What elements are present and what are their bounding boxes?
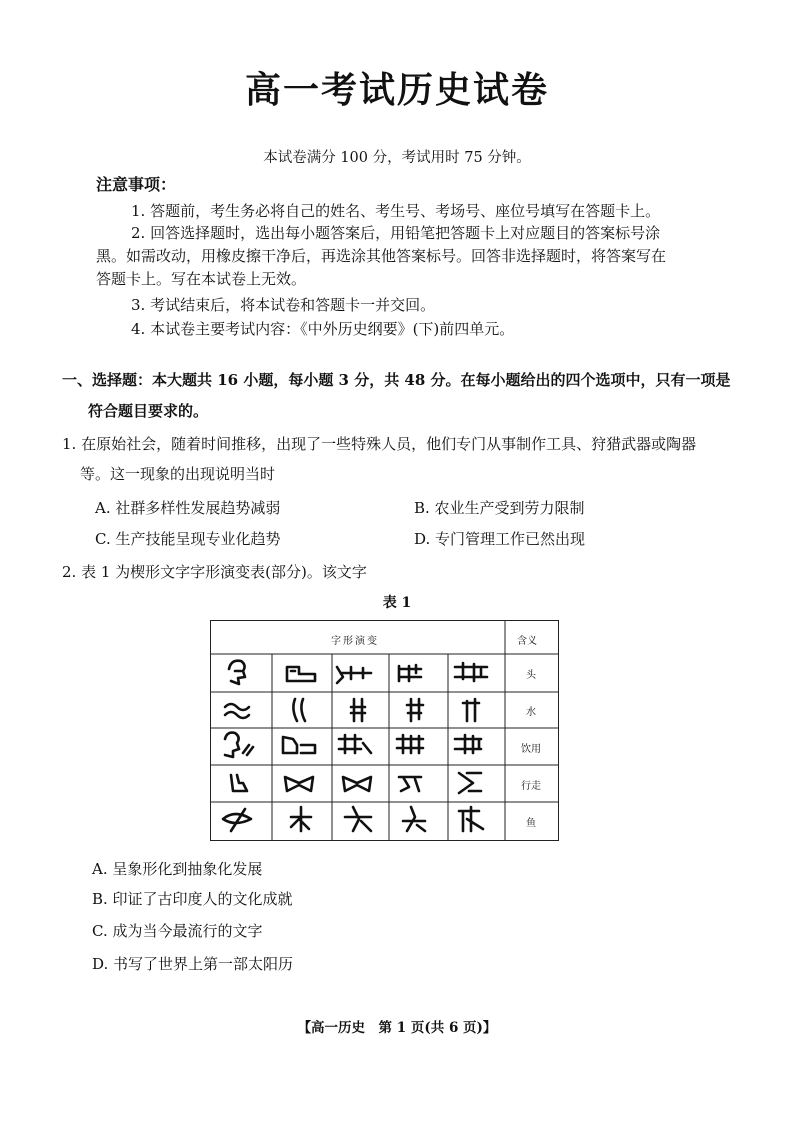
meaning-drink: 饮用	[521, 744, 541, 755]
glyph-head-stage-3	[337, 667, 371, 683]
cuneiform-evolution-table	[210, 620, 559, 841]
q2-option-b: B. 印证了古印度人的文化成就	[92, 890, 293, 908]
meaning-fish: 鱼	[526, 818, 536, 829]
meaning-head: 头	[526, 670, 536, 681]
q1-stem-line-2: 等。这一现象的出现说明当时	[80, 465, 276, 483]
q1-stem-line-1: 1. 在原始社会，随着时间推移，出现了一些特殊人员，他们专门从事制作工具、狩猎武器或陶器	[62, 435, 697, 453]
meaning-walk: 行走	[521, 781, 541, 792]
glyph-head-pictogram	[229, 661, 245, 684]
table-grid	[211, 621, 558, 840]
q1-option-b: B. 农业生产受到劳力限制	[414, 499, 585, 517]
glyph-fish-stage-3	[345, 807, 371, 831]
notice-line-4: 答题卡上。写在本试卷上无效。	[96, 270, 307, 288]
q1-option-c: C. 生产技能呈现专业化趋势	[95, 530, 281, 548]
notice-line-1: 1. 答题前，考生务必将自己的姓名、考生号、考场号、座位号填写在答题卡上。	[131, 202, 661, 220]
notice-line-6: 4. 本试卷主要考试内容：《中外历史纲要》(下)前四单元。	[131, 320, 515, 338]
glyph-walk-pictogram	[231, 775, 247, 791]
table-header-evolution: 字形演变	[331, 636, 379, 647]
section-heading-line-1: 一、选择题：本大题共 16 小题，每小题 3 分，共 48 分。在每小题给出的四个选项中，只有一项是	[62, 371, 731, 389]
glyph-water-stage-3	[351, 699, 365, 721]
glyph-head-stage-4	[399, 665, 421, 681]
glyph-water-stage-4	[407, 699, 423, 721]
notice-heading: 注意事项：	[96, 175, 177, 194]
section-heading-line-2: 符合题目要求的。	[88, 402, 209, 420]
q1-option-d: D. 专门管理工作已然出现	[414, 530, 586, 548]
glyph-drink-pictogram	[225, 733, 253, 757]
exam-subtitle: 本试卷满分 100 分，考试用时 75 分钟。	[263, 150, 531, 166]
glyph-head-stage-2	[287, 667, 315, 681]
glyph-walk-stage-5	[459, 773, 481, 793]
glyph-fish-stage-5	[459, 807, 483, 831]
q2-option-c: C. 成为当今最流行的文字	[92, 922, 263, 940]
glyph-water-stage-2	[293, 699, 305, 721]
glyph-head-stage-5	[455, 663, 487, 681]
exam-title: 高一考试历史试卷	[244, 69, 549, 111]
page-footer: 【高一历史 第 1 页(共 6 页)】	[297, 1020, 497, 1036]
glyph-fish-stage-2	[291, 807, 311, 831]
notice-line-2: 2. 回答选择题时，选出每小题答案后，用铅笔把答题卡上对应题目的答案标号涂	[131, 224, 661, 242]
notice-line-5: 3. 考试结束后，将本试卷和答题卡一并交回。	[131, 296, 436, 314]
q2-option-d: D. 书写了世界上第一部太阳历	[92, 955, 294, 973]
glyph-drink-stage-2	[283, 737, 315, 753]
glyph-walk-stage-2	[285, 777, 313, 791]
glyph-drink-stage-4	[397, 735, 423, 753]
glyph-water-stage-5	[463, 699, 479, 721]
table-caption: 表 1	[382, 595, 412, 611]
grid-lines	[211, 621, 558, 840]
notice-line-3: 黑。如需改动，用橡皮擦干净后，再选涂其他答案标号。回答非选择题时，将答案写在	[96, 247, 667, 265]
glyph-water-pictogram	[225, 704, 249, 718]
q1-option-a: A. 社群多样性发展趋势减弱	[95, 499, 281, 517]
table-header-meaning: 含义	[517, 636, 537, 647]
q2-option-a: A. 呈象形化到抽象化发展	[92, 860, 263, 878]
glyph-fish-stage-4	[403, 807, 425, 831]
meaning-water: 水	[526, 707, 536, 718]
glyph-fish-pictogram	[223, 809, 251, 831]
glyph-drink-stage-3	[339, 735, 371, 753]
glyph-walk-stage-3	[343, 777, 371, 791]
glyph-drink-stage-5	[455, 735, 481, 753]
glyph-walk-stage-4	[399, 777, 421, 791]
q2-stem: 2. 表 1 为楔形文字字形演变表(部分)。该文字	[62, 563, 367, 581]
